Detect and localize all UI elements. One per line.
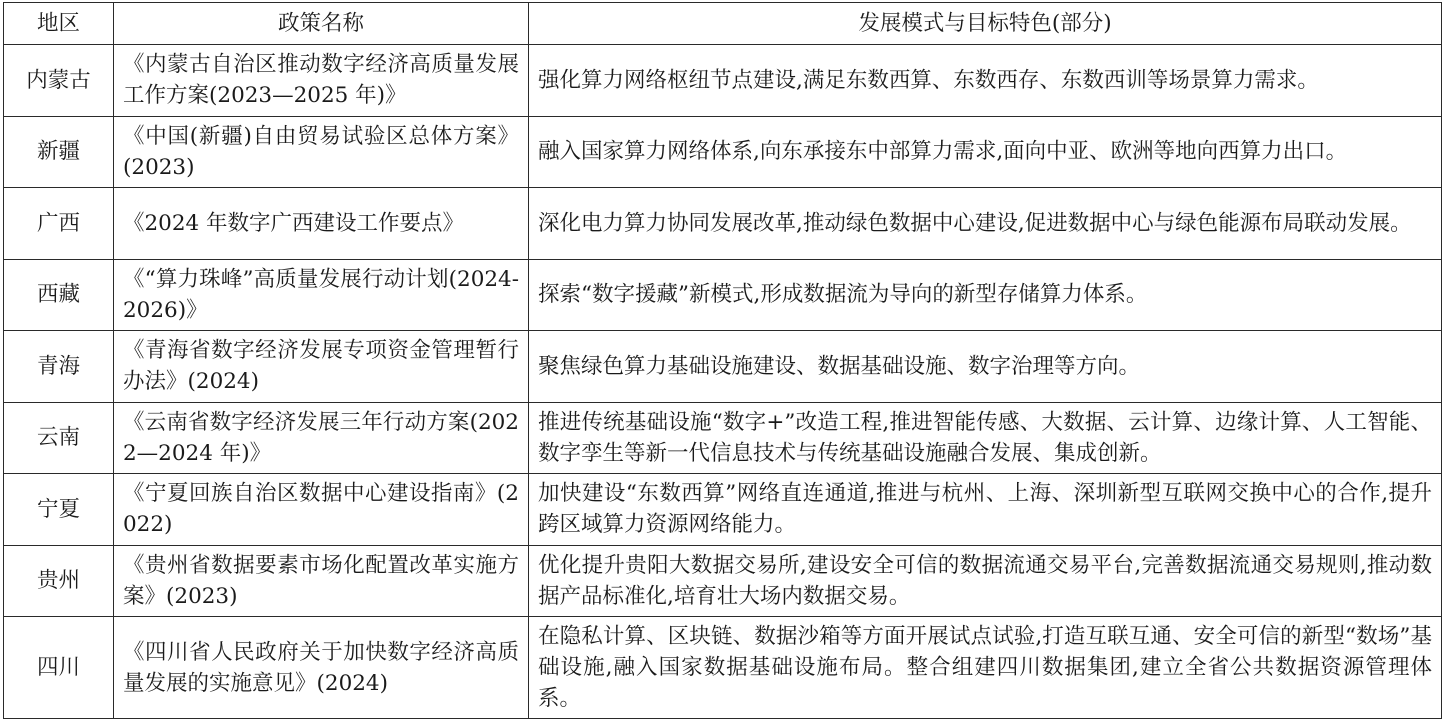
region-cell: 广西	[4, 188, 114, 260]
policy-name-cell: 《“算力珠峰”高质量发展行动计划(2024-2026)》	[114, 259, 529, 331]
feature-cell: 优化提升贵阳大数据交易所,建设安全可信的数据流通交易平台,完善数据流通交易规则,推动数据产品标准化,培育壮大场内数据交易。	[529, 545, 1442, 617]
region-cell: 内蒙古	[4, 45, 114, 117]
region-cell: 青海	[4, 331, 114, 403]
feature-cell: 强化算力网络枢纽节点建设,满足东数西算、东数西存、东数西训等场景算力需求。	[529, 45, 1442, 117]
table-row	[4, 188, 1442, 260]
table-row	[4, 402, 1442, 474]
column-header-region: 地区	[4, 3, 114, 45]
policy-table	[3, 2, 1442, 719]
region-cell: 新疆	[4, 116, 114, 188]
table-row	[4, 259, 1442, 331]
region-cell: 西藏	[4, 259, 114, 331]
feature-cell: 推进传统基础设施“数字+”改造工程,推进智能传感、大数据、云计算、边缘计算、人工智能、数字孪生等新一代信息技术与传统基础设施融合发展、集成创新。	[529, 402, 1442, 474]
region-cell: 贵州	[4, 545, 114, 617]
table-row	[4, 331, 1442, 403]
policy-name-cell: 《云南省数字经济发展三年行动方案(2022—2024 年)》	[114, 402, 529, 474]
table-row	[4, 617, 1442, 719]
feature-cell: 加快建设“东数西算”网络直连通道,推进与杭州、上海、深圳新型互联网交换中心的合作,提升跨区域算力资源网络能力。	[529, 474, 1442, 546]
table-header-row	[4, 3, 1442, 45]
policy-name-cell: 《四川省人民政府关于加快数字经济高质量发展的实施意见》(2024)	[114, 617, 529, 719]
feature-cell: 聚焦绿色算力基础设施建设、数据基础设施、数字治理等方向。	[529, 331, 1442, 403]
feature-cell: 探索“数字援藏”新模式,形成数据流为导向的新型存储算力体系。	[529, 259, 1442, 331]
policy-name-cell: 《内蒙古自治区推动数字经济高质量发展工作方案(2023—2025 年)》	[114, 45, 529, 117]
table-row	[4, 545, 1442, 617]
policy-name-cell: 《青海省数字经济发展专项资金管理暂行办法》(2024)	[114, 331, 529, 403]
table-row	[4, 45, 1442, 117]
feature-cell: 深化电力算力协同发展改革,推动绿色数据中心建设,促进数据中心与绿色能源布局联动发展。	[529, 188, 1442, 260]
column-header-policy: 政策名称	[114, 3, 529, 45]
region-cell: 四川	[4, 617, 114, 719]
feature-cell: 在隐私计算、区块链、数据沙箱等方面开展试点试验,打造互联互通、安全可信的新型“数场”基础设施,融入国家数据基础设施布局。整合组建四川数据集团,建立全省公共数据资源管理体系。	[529, 617, 1442, 719]
feature-cell: 融入国家算力网络体系,向东承接东中部算力需求,面向中亚、欧洲等地向西算力出口。	[529, 116, 1442, 188]
policy-name-cell: 《中国(新疆)自由贸易试验区总体方案》(2023)	[114, 116, 529, 188]
table-row	[4, 474, 1442, 546]
table-row	[4, 116, 1442, 188]
column-header-feature: 发展模式与目标特色(部分)	[529, 3, 1442, 45]
policy-name-cell: 《宁夏回族自治区数据中心建设指南》(2022)	[114, 474, 529, 546]
region-cell: 宁夏	[4, 474, 114, 546]
region-cell: 云南	[4, 402, 114, 474]
policy-name-cell: 《贵州省数据要素市场化配置改革实施方案》(2023)	[114, 545, 529, 617]
policy-name-cell: 《2024 年数字广西建设工作要点》	[114, 188, 529, 260]
